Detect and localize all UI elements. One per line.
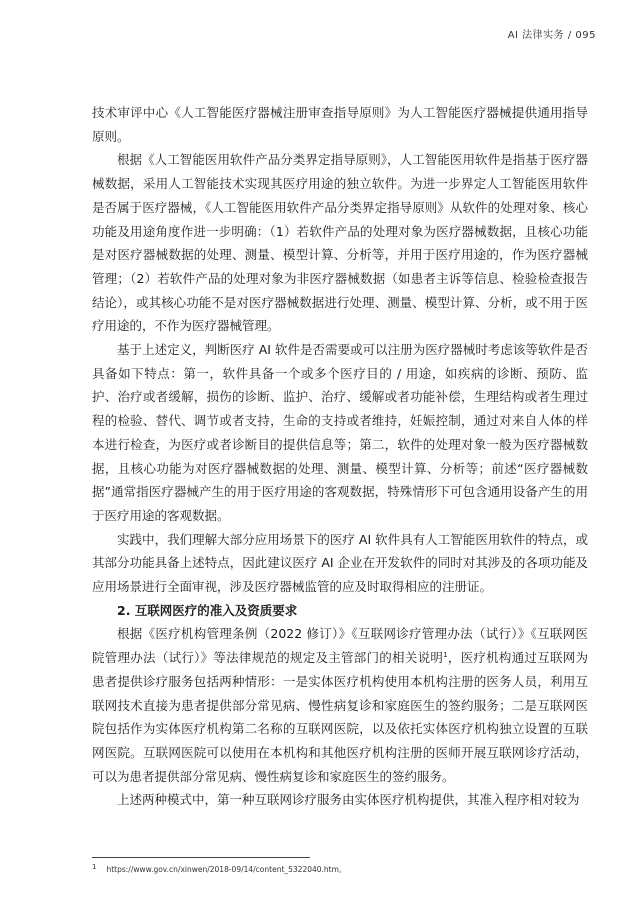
body-paragraph: 根据《人工智能医用软件产品分类界定指导原则》，人工智能医用软件是指基于医疗器械数据，采用人工智能技术实现其医疗用途的独立软件。为进一步界定人工智能医用软件是否属于医疗器械，《人工智能医用软件产品分类界定指导原则》从软件的处理对象、核心功能及用途角度作进一步明确：（1）若软件产品的处理对象为医疗器械数据，且核心功能是对医疗器械数据的处理、测量、模型计算、分析等，并用于医疗用途的，作为医疗器械管理；（2）若软件产品的处理对象为非医疗器械数据（如患者主诉等信息、检验检查报告结论），或其核心功能不是对医疗器械数据进行处理、测量、模型计算、分析，或不用于医疗用途的，不作为医疗器械管理。 [92,152,588,334]
body-paragraph: 基于上述定义，判断医疗 AI 软件是否需要或可以注册为医疗器械时考虑该等软件是否具备如下特点：第一，软件具备一个或多个医疗目的 / 用途，如疾病的诊断、预防、监护、治疗或者缓解，损伤的诊断、监护、治疗、缓解或者功能补偿，生理结构或者生理过程的检验、替代、调节或者支持，生命的支持或者维持，妊娠控制，通过对来自人体的样本进行检查，为医疗或者诊断目的提供信息等；第二，软件的处理对象一般为医疗器械数据，且核心功能为对医疗器械数据的处理、测量、模型计算、分析等；前述“医疗器械数据”通常指医疗器械产生的用于医疗用途的客观数据，特殊情形下可包含通用设备产生的用于医疗用途的客观数据。 [92,342,588,523]
body-paragraph [92,622,588,788]
running-header: AI 法律实务 / 095 [507,30,596,41]
footnote-reference[interactable]: 1 [443,651,448,660]
paragraph-text: 根据《医疗机构管理条例（2022 修订）》《互联网诊疗管理办法（试行）》《互联网医院管理办法（试行）》等法律规范的规定及主管部门的相关说明 [92,626,588,666]
footnote-link[interactable]: https://www.gov.cn/xinwen/2018-09/14/content_5322040.htm。 [106,865,347,874]
section-heading: 2. 互联网医疗的准入及资质要求 [117,602,298,618]
page-body [92,101,588,812]
body-paragraph: 技术审评中心《人工智能医疗器械注册审查指导原则》为人工智能医疗器械提供通用指导原则。 [92,105,588,144]
paragraph-text: ，医疗机构通过互联网为患者提供诊疗服务包括两种情形：一是实体医疗机构使用本机构注册的医务人员，利用互联网技术直接为患者提供部分常见病、慢性病复诊和家庭医生的签约服务；二是互联网医院包括作为实体医疗机构第二名称的互联网医院，以及依托实体医疗机构独立设置的互联网医院。互联网医院可以使用在本机构和其他医疗机构注册的医师开展互联网诊疗活动，可以为患者提供部分常见病、慢性病复诊和家庭医生的签约服务。 [92,650,588,784]
body-paragraph: 实践中，我们理解大部分应用场景下的医疗 AI 软件具有人工智能医用软件的特点，或其部分功能具备上述特点，因此建议医疗 AI 企业在开发软件的同时对其涉及的各项功能及应用场景进行全面审视，涉及医疗器械监管的应及时取得相应的注册证。 [92,531,588,595]
footnote-mark: 1 [92,863,97,871]
body-paragraph: 上述两种模式中，第一种互联网诊疗服务由实体医疗机构提供，其准入程序相对较为 [117,792,580,808]
footnote [92,864,588,875]
footnote-divider [92,857,310,858]
